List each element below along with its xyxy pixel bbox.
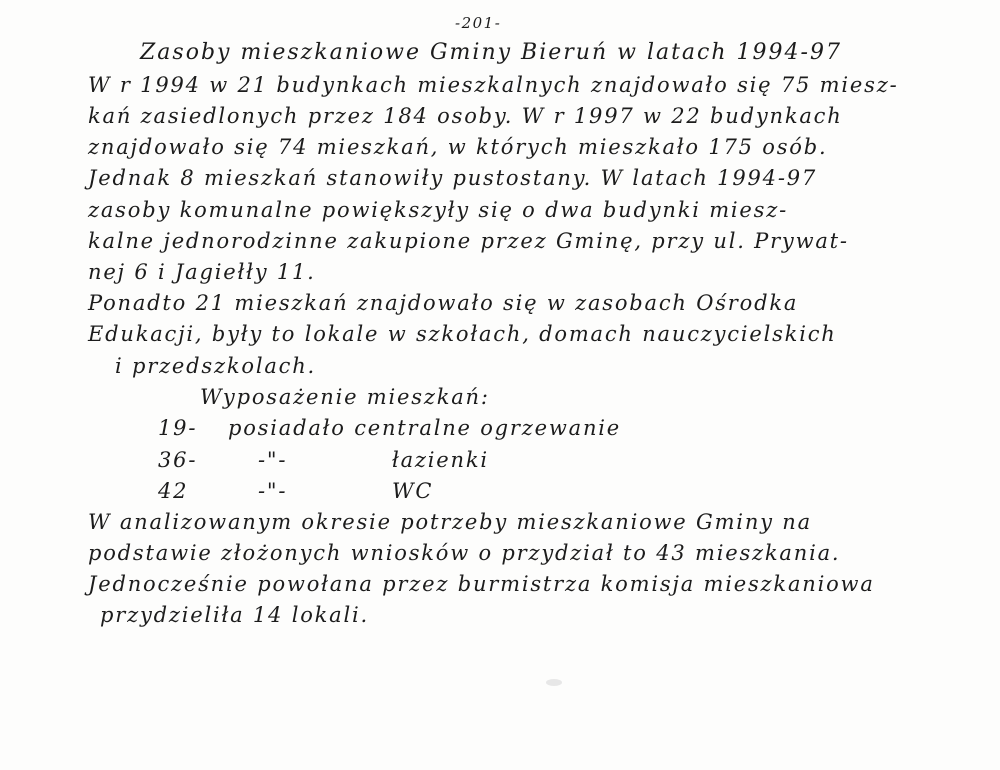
paragraph-line: Jednak 8 mieszkań stanowiły pustostany. W latach 1994-97 [88,166,818,190]
paper-smudge [546,679,562,686]
equipment-heading: Wyposażenie mieszkań: [200,385,490,409]
paragraph-line: kań zasiedlonych przez 184 osoby. W r 1997 w 22 budynkach [88,104,843,128]
paragraph-line: znajdowało się 74 mieszkań, w których mieszkało 175 osób. [88,135,828,159]
paragraph-line: zasoby komunalne powiększyły się o dwa budynki miesz- [88,198,789,222]
paragraph-line: Ponadto 21 mieszkań znajdowało się w zasobach Ośrodka [88,291,799,315]
paragraph-line: Jednocześnie powołana przez burmistrza komisja mieszkaniowa [88,572,875,596]
equipment-ditto: -"- [258,479,288,503]
paragraph-line: Edukacji, były to lokale w szkołach, domach nauczycielskich [88,322,837,346]
equipment-count: 19- [158,416,198,440]
equipment-item: łazienki [392,448,489,472]
equipment-item: WC [392,479,434,503]
equipment-item: posiadało centralne ogrzewanie [228,416,622,440]
paragraph-line: podstawie złożonych wniosków o przydział to 43 mieszkania. [88,541,841,565]
equipment-count: 42 [158,479,189,503]
paragraph-line: i przedszkolach. [115,354,317,378]
paragraph-line: przydzieliła 14 lokali. [100,603,370,627]
paragraph-line: kalne jednorodzinne zakupione przez Gminę, przy ul. Prywat- [88,229,849,253]
paragraph-line: W analizowanym okresie potrzeby mieszkaniowe Gminy na [88,510,812,534]
equipment-count: 36- [158,448,198,472]
paragraph-line: nej 6 i Jagiełły 11. [88,260,316,284]
page-title: Zasoby mieszkaniowe Gminy Bieruń w latach 1994-97 [140,40,842,65]
paragraph-line: W r 1994 w 21 budynkach mieszkalnych znajdowało się 75 miesz- [88,73,899,97]
page-number: -201- [455,14,502,32]
equipment-ditto: -"- [258,448,288,472]
